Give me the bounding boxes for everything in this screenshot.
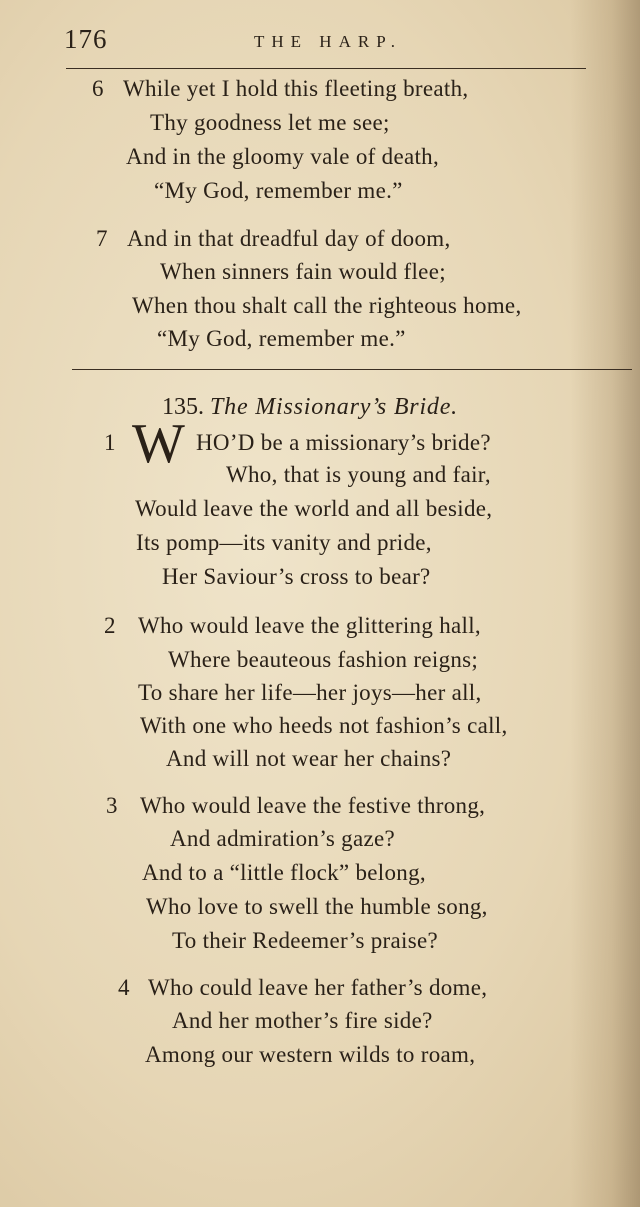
stanza-number: 2 — [104, 613, 116, 638]
section-rule — [72, 369, 632, 370]
verse-line: “My God, remember me.” — [154, 178, 403, 203]
verse-line: And in that dreadful day of doom, — [127, 226, 451, 251]
page-header — [64, 24, 584, 62]
verse-line: Who would leave the festive throng, — [140, 793, 486, 818]
header-rule — [66, 68, 586, 69]
verse-line: And admiration’s gaze? — [170, 826, 396, 851]
stanza-number: 4 — [118, 975, 130, 1000]
verse-line: With one who heeds not fashion’s call, — [140, 713, 508, 738]
verse-line: Who, that is young and fair, — [226, 462, 491, 487]
verse-line: Who would leave the glittering hall, — [138, 613, 481, 638]
verse-line: Among our western wilds to roam, — [145, 1042, 476, 1067]
verse-line: Who love to swell the humble song, — [146, 894, 488, 919]
verse-line: Its pomp—its vanity and pride, — [136, 530, 432, 555]
verse-line: To share her life—her joys—her all, — [138, 680, 482, 705]
verse-line: Her Saviour’s cross to bear? — [162, 564, 431, 589]
verse-line: HO’D be a missionary’s bride? — [196, 430, 491, 455]
verse-line: To their Redeemer’s praise? — [172, 928, 438, 953]
page-number: 176 — [64, 24, 108, 54]
running-head: THE HARP. — [254, 32, 403, 51]
verse-line: Where beauteous fashion reigns; — [168, 647, 479, 672]
verse-line: And her mother’s fire side? — [172, 1008, 433, 1033]
hymn-title-text: The Missionary’s Bride. — [210, 394, 458, 420]
verse-line: “My God, remember me.” — [157, 326, 406, 351]
page-edge-shadow — [570, 0, 640, 1207]
verse-line: And in the gloomy vale of death, — [126, 144, 440, 169]
verse-line: Would leave the world and all beside, — [135, 496, 493, 521]
verse-line: And will not wear her chains? — [166, 746, 452, 771]
stanza-number: 7 — [96, 226, 108, 251]
verse-line: While yet I hold this fleeting breath, — [123, 76, 469, 101]
verse-line: Thy goodness let me see; — [150, 110, 390, 135]
stanza-number: 6 — [92, 76, 104, 101]
drop-cap: W — [132, 413, 185, 475]
verse-line: When sinners fain would flee; — [160, 259, 446, 284]
stanza-number: 1 — [104, 430, 116, 455]
hymn-title — [162, 394, 458, 421]
stanza-number: 3 — [106, 793, 118, 818]
verse-line: Who could leave her father’s dome, — [148, 975, 488, 1000]
verse-line: And to a “little flock” belong, — [142, 860, 426, 885]
verse-line: When thou shalt call the righteous home, — [132, 293, 522, 318]
hymn-number: 135. — [162, 394, 204, 420]
